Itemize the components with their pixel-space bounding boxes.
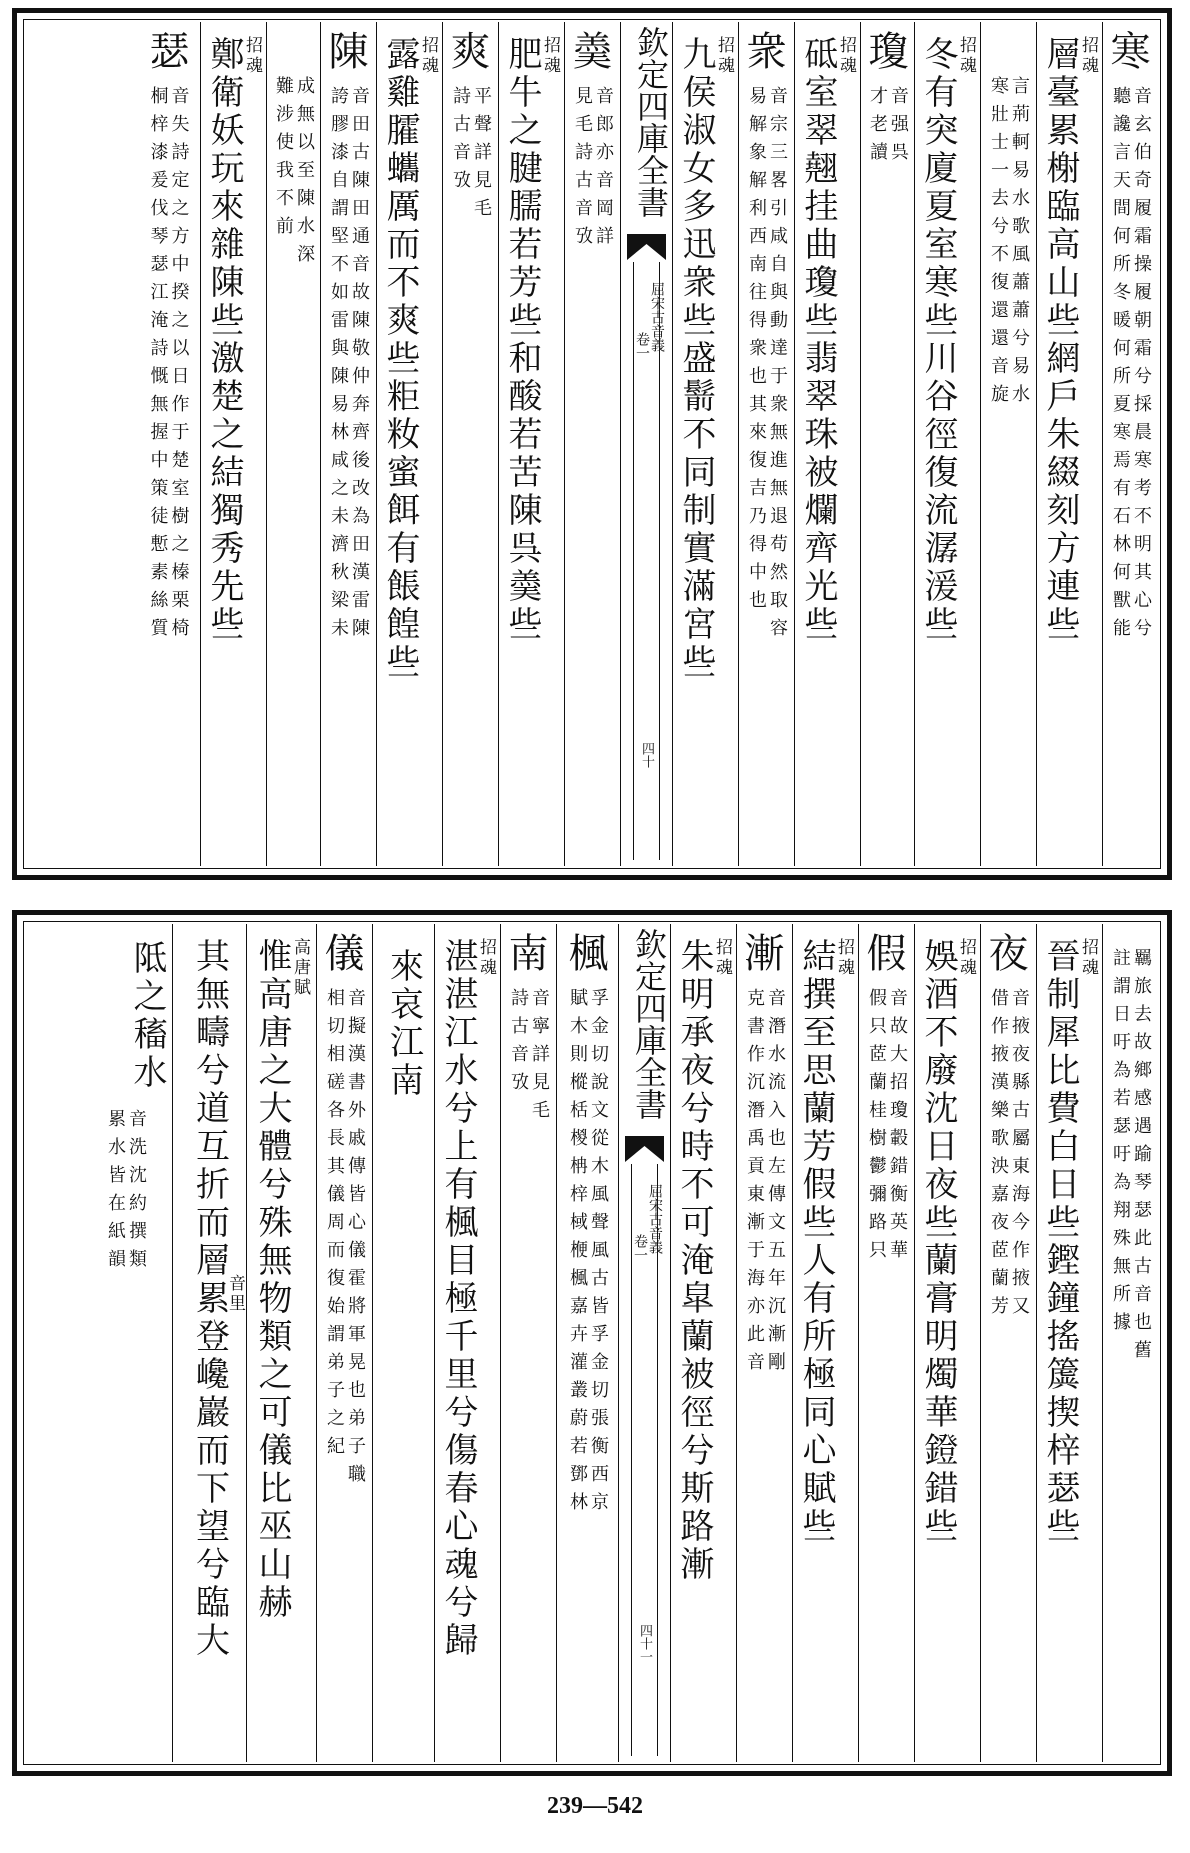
bottom-col-12 <box>372 924 434 1762</box>
verse-line: 砥室翠翹挂曲瓊些翡翠珠被爛齊光些 <box>798 36 838 644</box>
collection-title: 欽定四庫全書 <box>630 928 668 1120</box>
top-col-3 <box>980 22 1036 866</box>
annotation-line: 假只茝蘭桂樹鬱彌路只 <box>866 988 887 1268</box>
source-label: 招魂 <box>1078 36 1098 76</box>
source-label: 招魂 <box>418 36 438 76</box>
annotation-line: 詩古音攷 <box>508 988 529 1100</box>
annotation-line: 註謂日吁為若瑟吁為翔殊無所據 <box>1110 948 1131 1340</box>
bottom-col-3 <box>980 924 1036 1762</box>
annotation-line: 見毛詩古音攷 <box>572 86 593 254</box>
verse-line: 結撰至思蘭芳假些人有所極同心賦些 <box>796 938 836 1546</box>
annotation-line: 音故大招瓊轂錯衡英華 <box>887 988 908 1268</box>
annotation-line: 音寧詳見毛 <box>529 988 550 1128</box>
verse-line: 來哀江南 <box>383 948 424 1100</box>
top-col-2 <box>1036 22 1102 866</box>
annotation-line: 音失詩定之方中揆之以日作于楚室樹之榛栗椅 <box>168 86 190 646</box>
annotation-line: 寒壯士一去兮不復還還音旋 <box>988 76 1009 412</box>
headword: 羮 <box>566 30 612 72</box>
annotation-line: 音田古陳田通音故陳敬仲奔齊後改為田漢雷陳 <box>349 86 370 646</box>
verse-line: 阺之稸水 <box>127 940 167 1092</box>
bottom-page <box>12 910 1172 1776</box>
top-col-13 <box>320 22 376 866</box>
source-label: 招魂 <box>956 938 976 978</box>
annotation-line: 音强呉 <box>888 86 909 170</box>
source-label: 招魂 <box>1078 938 1098 978</box>
top-col-4 <box>914 22 980 866</box>
annotation <box>149 86 188 852</box>
sound-note: 音里 <box>225 1274 245 1314</box>
annotation-line: 累水皆在紙韻 <box>105 1109 126 1277</box>
annotation-line: 言荊軻易水歌風蕭蕭兮易水 <box>1009 76 1030 412</box>
fishtail-mark-icon <box>627 234 666 260</box>
top-columns <box>26 22 1158 866</box>
bottom-col-13 <box>316 924 372 1762</box>
annotation-line: 才老讀 <box>867 86 888 170</box>
bottom-col-16 <box>98 924 172 1762</box>
annotation-line: 難涉使我不前 <box>273 76 294 244</box>
volume-label: 卷一 <box>632 1234 648 1262</box>
annotation-line: 聽讒言天間何所冬暖何所夏寒焉有石林何獸能 <box>1110 86 1131 646</box>
annotation <box>1111 948 1150 1748</box>
top-col-14 <box>266 22 320 866</box>
annotation-line: 易解象解利西南往得衆也其來復吉乃得中也 <box>746 86 767 618</box>
annotation <box>573 86 612 852</box>
headword: 假 <box>860 932 906 974</box>
headword: 陳 <box>322 30 368 72</box>
verse-line: 其無疇兮道互折而層累登巉巖而下望兮臨大 <box>189 938 230 1660</box>
bottom-col-11 <box>434 924 500 1762</box>
verse-line: 娛酒不廢沈日夜些蘭膏明燭華鐙錯些 <box>918 938 958 1546</box>
annotation <box>509 988 548 1748</box>
center-margin <box>618 924 670 1762</box>
verse-line: 鄭衛妖玩來雜陳些激楚之結獨秀先些 <box>204 36 244 644</box>
annotation-line: 音郎亦音岡詳 <box>593 86 614 254</box>
collection-title: 欽定四庫全書 <box>632 26 670 218</box>
annotation-line: 桐梓漆爰伐琴瑟江淹詩慨無握中策徒慙素絲質 <box>147 86 169 646</box>
top-col-5 <box>860 22 914 866</box>
annotation-line: 平聲詳見毛 <box>471 86 492 226</box>
bottom-col-4 <box>914 924 980 1762</box>
annotation-line: 音擬漢書外戚傳皆心儀霍將軍晃也弟子職 <box>345 988 366 1492</box>
verse-line: 惟高唐之大體兮殊無物類之可儀比巫山赫 <box>252 938 292 1622</box>
source-label: 招魂 <box>836 36 856 76</box>
headword: 瓊 <box>862 30 908 72</box>
headword: 儀 <box>318 932 364 974</box>
book-title: 屈宋古音義 <box>647 1184 663 1254</box>
fishtail-mark-icon <box>625 1136 664 1162</box>
bottom-col-7 <box>736 924 792 1762</box>
top-col-10 <box>498 22 564 866</box>
verse-line: 層臺累榭臨高山些網戶朱綴刻方連些 <box>1040 36 1080 644</box>
annotation-line: 相切相磋各長其儀周而復始謂弟子之紀 <box>324 988 345 1464</box>
source-label: 招魂 <box>714 36 734 76</box>
top-col-11 <box>442 22 498 866</box>
page-number: 239—542 <box>547 1793 643 1819</box>
book-title: 屈宋古音義 <box>649 282 665 352</box>
annotation <box>868 86 907 852</box>
center-margin <box>620 22 672 866</box>
verse-line: 九侯淑女多迅衆些盛鬋不同制實滿宮些 <box>676 36 716 682</box>
verse-line: 朱明承夜兮時不可淹皐蘭被徑兮斯路漸 <box>674 938 714 1584</box>
annotation-line: 借作掖漢樂歌泱嘉夜茝蘭芳 <box>988 988 1009 1324</box>
bottom-col-15 <box>172 924 246 1762</box>
bottom-col-10 <box>500 924 556 1762</box>
bottom-col-14 <box>246 924 316 1762</box>
annotation <box>568 988 607 1748</box>
verse-line: 冬有突廈夏室寒些川谷徑復流潺湲些 <box>918 36 958 644</box>
annotation-line: 賦木則樅栝椶柟梓棫楩楓嘉卉灌叢蔚若鄧林 <box>567 988 588 1520</box>
annotation-line: 克書作沉潛禹貢東漸于海亦此音 <box>744 988 765 1380</box>
bottom-col-6 <box>792 924 858 1762</box>
bottom-col-9 <box>556 924 618 1762</box>
top-col-7 <box>738 22 794 866</box>
annotation <box>451 86 490 852</box>
bottom-col-2 <box>1036 924 1102 1762</box>
annotation <box>747 86 786 852</box>
annotation <box>867 988 906 1748</box>
verse-line: 湛湛江水兮上有楓目極千里兮傷春心魂兮歸 <box>438 938 478 1660</box>
annotation-line: 音洗沈約撰類 <box>126 1109 147 1277</box>
annotation-line: 羈旅去故鄉感遇踰琴瑟此古音也舊 <box>1131 948 1152 1368</box>
annotation <box>274 76 313 852</box>
top-col-1 <box>1102 22 1158 866</box>
annotation <box>1111 86 1150 852</box>
headword: 瑟 <box>143 30 189 72</box>
bottom-col-1 <box>1102 924 1158 1762</box>
annotation <box>989 76 1028 852</box>
annotation <box>325 988 364 1748</box>
top-col-16 <box>136 22 200 866</box>
verse-line: 肥牛之腱臑若芳些和酸若苦陳呉羮些 <box>502 36 542 644</box>
source-label: 高唐賦 <box>290 938 310 998</box>
source-label: 招魂 <box>476 938 496 978</box>
folio-number: 四十一 <box>637 1624 652 1663</box>
annotation-line: 誇膠漆自謂堅不如雷與陳易林咸之未濟秋梁未 <box>328 86 349 646</box>
annotation-line: 音掖夜縣古屬東海今作掖又 <box>1009 988 1030 1324</box>
headword: 衆 <box>740 30 786 72</box>
annotation <box>106 1109 145 1277</box>
annotation <box>329 86 368 852</box>
source-label: 招魂 <box>834 938 854 978</box>
top-page <box>12 8 1172 880</box>
source-label: 招魂 <box>540 36 560 76</box>
annotation-line: 成無以至陳水深 <box>294 76 315 272</box>
headword: 楓 <box>562 932 608 974</box>
headword: 寒 <box>1104 30 1150 72</box>
annotation-line: 孚金切說文從木風聲風古皆孚金切張衡西京 <box>588 988 609 1520</box>
top-col-9 <box>564 22 620 866</box>
annotation-line: 音宗三畧引咸自與動達于衆無進無退苟然取容 <box>767 86 788 646</box>
source-label: 招魂 <box>712 938 732 978</box>
volume-label: 卷一 <box>634 332 650 360</box>
verse-line: 露雞臛蠵厲而不爽些粔籹蜜餌有餦餭些 <box>380 36 420 682</box>
annotation <box>745 988 784 1748</box>
bottom-col-8 <box>670 924 736 1762</box>
source-label: 招魂 <box>956 36 976 76</box>
top-col-6 <box>794 22 860 866</box>
headword: 漸 <box>738 932 784 974</box>
annotation-line: 音潛水流入也左傳文五年沉漸剛 <box>765 988 786 1380</box>
annotation-line: 音玄伯奇履霜操履朝霜兮採晨寒考不明其心兮 <box>1131 86 1152 646</box>
headword: 夜 <box>982 932 1028 974</box>
bottom-col-5 <box>858 924 914 1762</box>
annotation-line: 詩古音攷 <box>450 86 471 198</box>
source-label: 招魂 <box>242 36 262 76</box>
headword: 爽 <box>444 30 490 72</box>
annotation <box>989 988 1028 1748</box>
verse-line: 晉制犀比費白日些鏗鐘搖簴揳梓瑟些 <box>1040 938 1080 1546</box>
folio-number: 四十 <box>639 742 654 768</box>
top-col-15 <box>200 22 266 866</box>
headword: 南 <box>502 932 548 974</box>
top-col-12 <box>376 22 442 866</box>
bottom-columns <box>26 924 1158 1762</box>
top-col-8 <box>672 22 738 866</box>
